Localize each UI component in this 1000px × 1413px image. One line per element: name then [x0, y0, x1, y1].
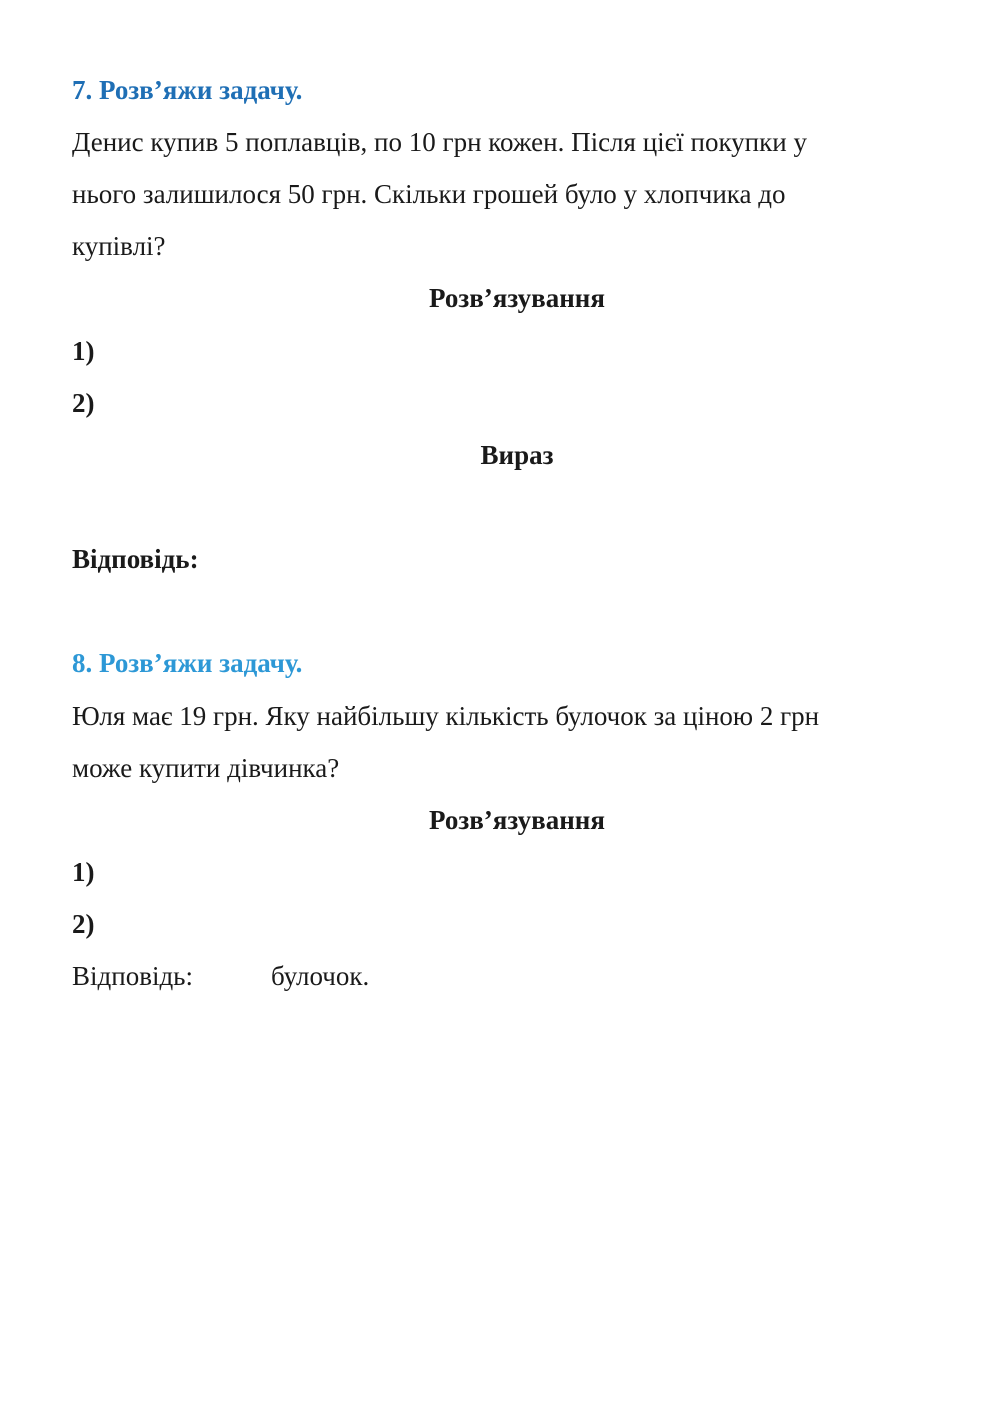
- task8-problem-line-2: може купити дівчинка?: [72, 753, 340, 783]
- task7-problem-line-1: Денис купив 5 поплавців, по 10 грн кожен. Після цієї покупки у: [72, 127, 807, 157]
- task7-step-2: 2): [72, 388, 95, 418]
- task8-answer-unit: булочок.: [271, 961, 370, 991]
- task8-answer-label: Відповідь:: [72, 961, 193, 991]
- task7-heading: 7. Розв’яжи задачу.: [72, 75, 303, 105]
- task7-expression-label: Вираз: [480, 440, 554, 470]
- task7-problem-line-2: нього залишилося 50 грн. Скільки грошей було у хлопчика до: [72, 179, 786, 209]
- task8-step-2: 2): [72, 909, 95, 939]
- task8-problem-line-1: Юля має 19 грн. Яку найбільшу кількість булочок за ціною 2 грн: [72, 701, 820, 731]
- task8-answer-row: [72, 959, 369, 993]
- task7-step-1: 1): [72, 336, 95, 366]
- task7-solution-label: Розв’язування: [429, 283, 605, 313]
- task8-heading: 8. Розв’яжи задачу.: [72, 648, 303, 678]
- task8-step-1: 1): [72, 857, 95, 887]
- task7-answer-label: Відповідь:: [72, 544, 199, 574]
- task8-solution-label: Розв’язування: [429, 805, 605, 835]
- task7-problem-line-3: купівлі?: [72, 231, 166, 261]
